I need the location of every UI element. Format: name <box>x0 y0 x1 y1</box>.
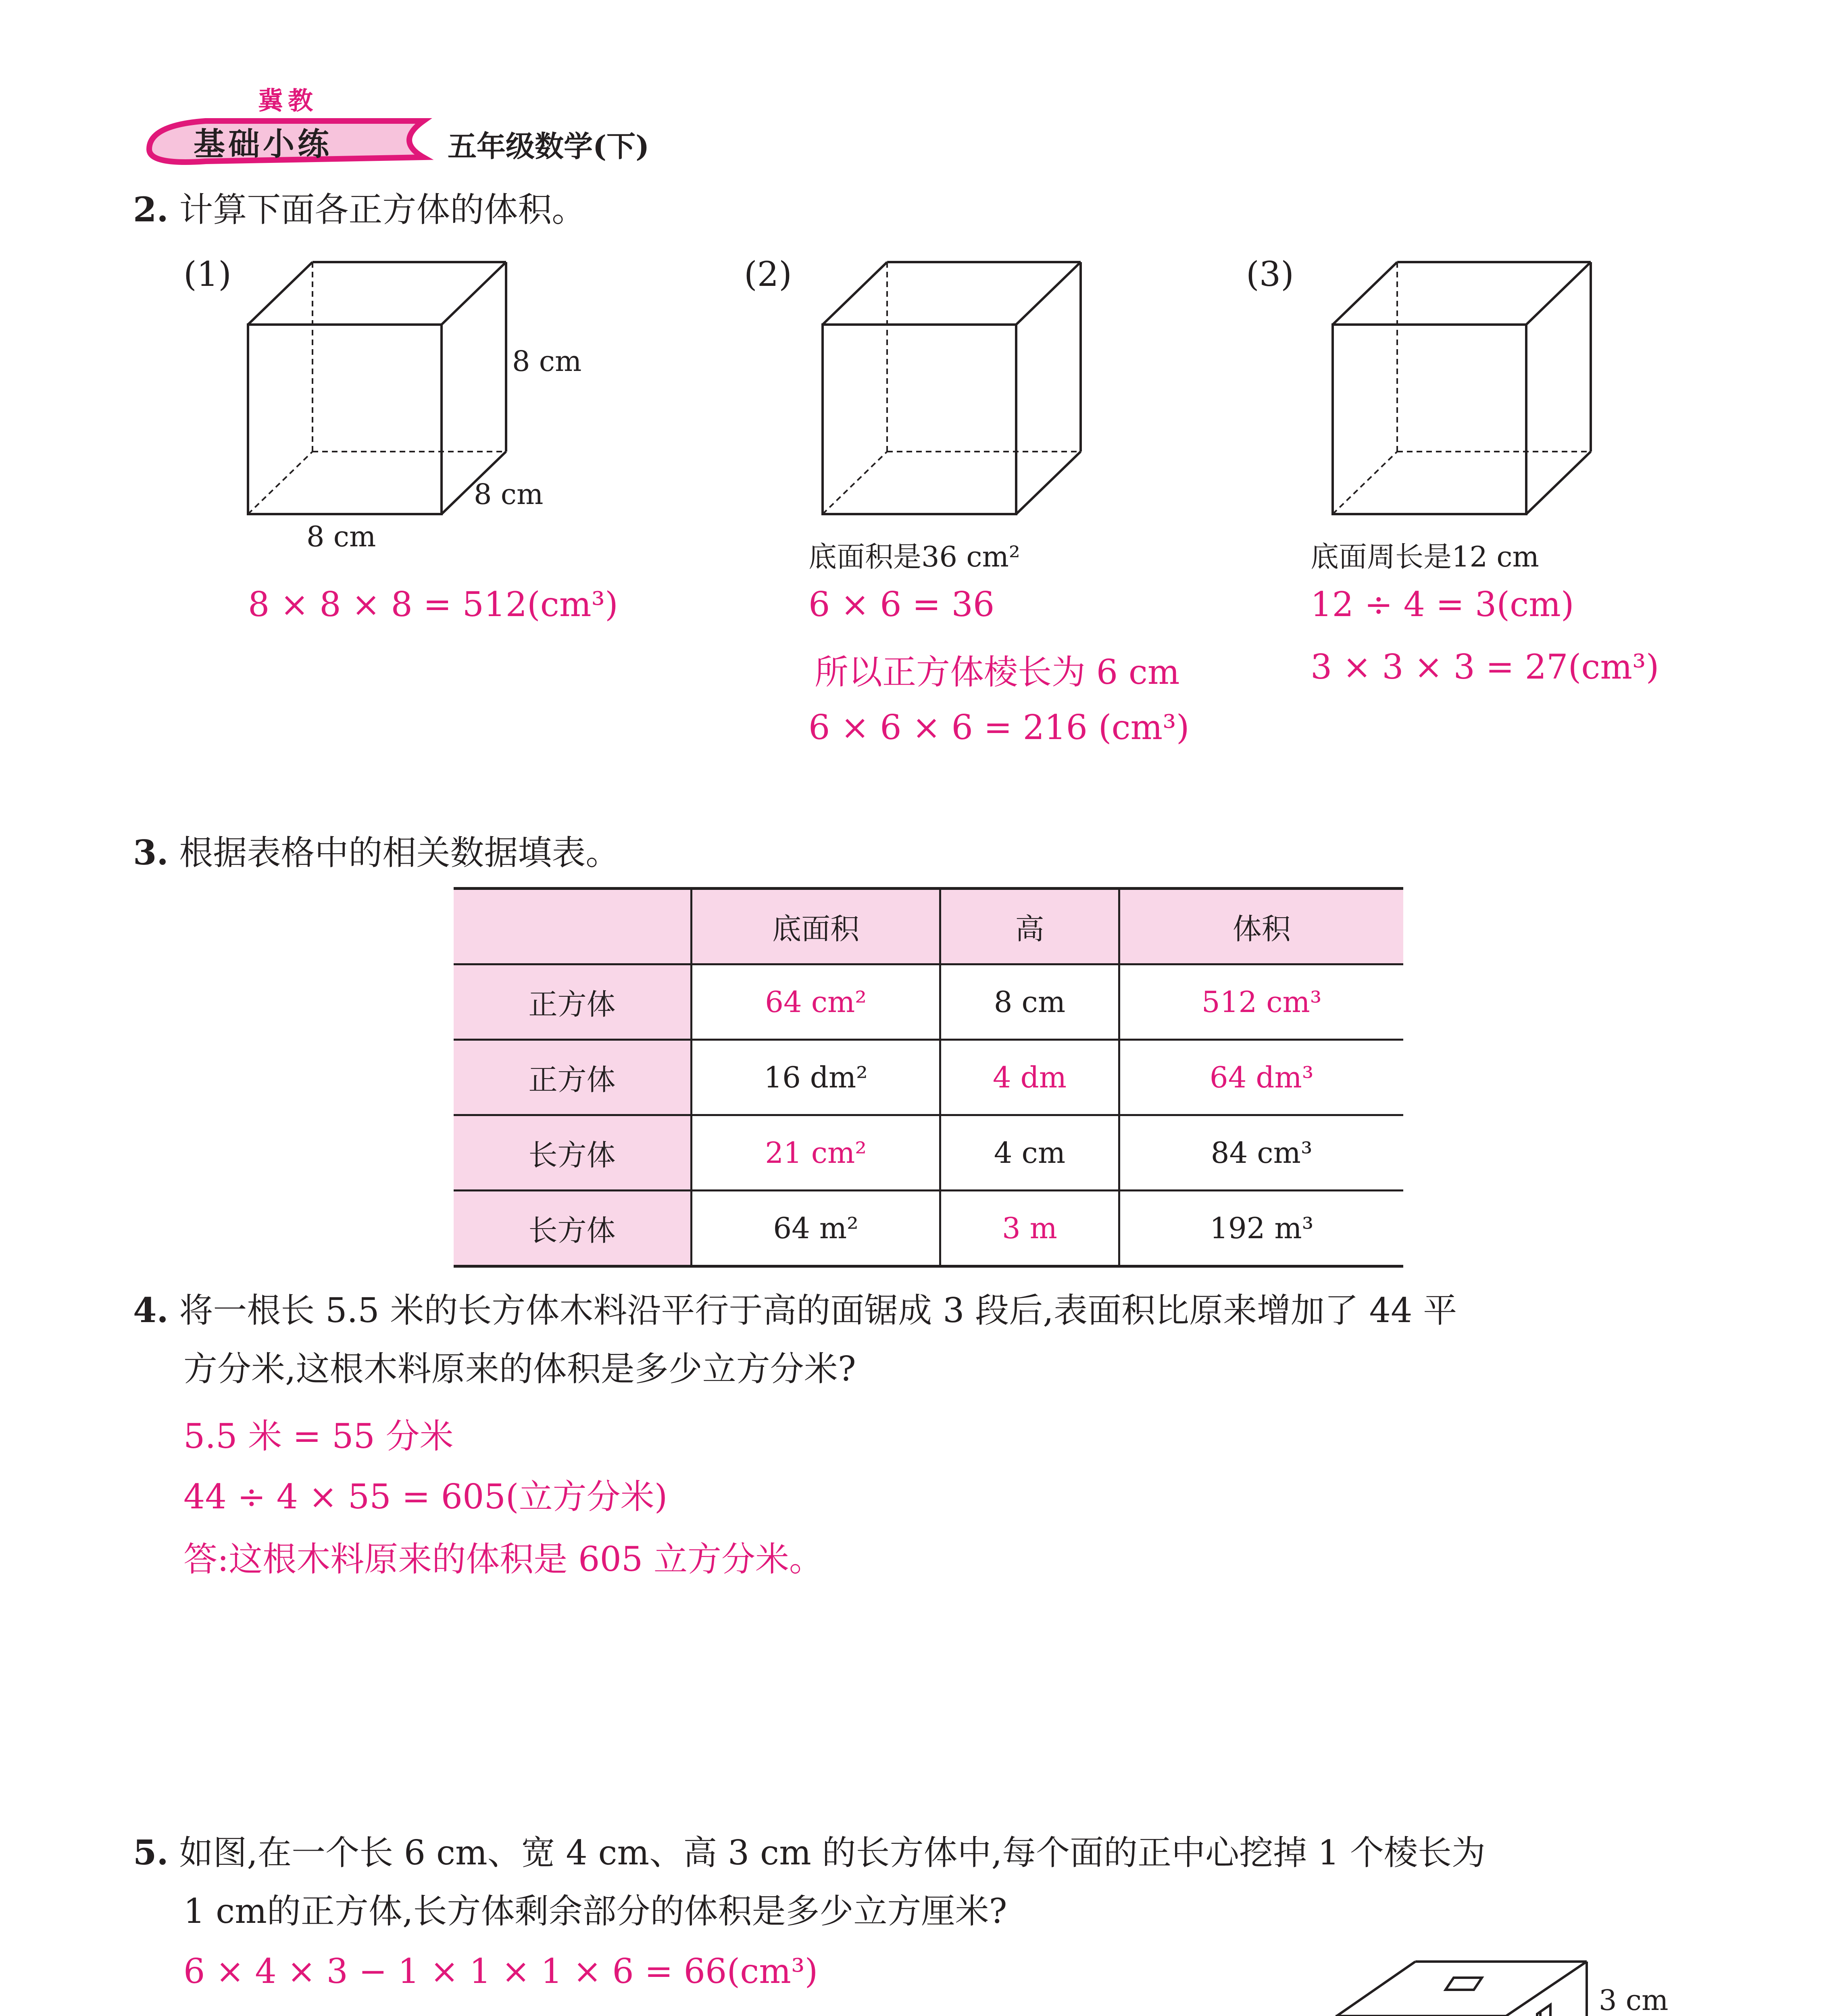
table-cell-answer: 64 dm³ <box>1119 1040 1403 1115</box>
answer-line: 6 × 4 × 3 − 1 × 1 × 1 × 6 = 66(cm³) <box>183 1951 818 1991</box>
answer-line: 12 ÷ 4 = 3(cm) <box>1311 585 1574 624</box>
dimension-label-width: 8 cm <box>306 520 376 553</box>
table-header-cell: 体积 <box>1119 889 1403 964</box>
table-cell: 16 dm² <box>692 1040 940 1115</box>
part-label: (2) <box>744 254 792 294</box>
table-header-cell <box>454 889 692 964</box>
table-cell: 长方体 <box>454 1191 692 1266</box>
table-row <box>454 1040 1403 1115</box>
header-publisher: 冀教 <box>258 86 318 115</box>
answer-line: 6 × 6 = 36 <box>808 585 995 624</box>
table-header-cell: 底面积 <box>692 889 940 964</box>
table-cell-answer: 3 m <box>940 1191 1119 1266</box>
table-cell: 8 cm <box>940 964 1119 1040</box>
table-row <box>454 1115 1403 1191</box>
dimension-label-height: 3 cm <box>1599 1984 1669 2016</box>
table-header-row <box>454 889 1403 964</box>
question-number: 4. <box>133 1290 169 1330</box>
cuboid-figure <box>1331 1956 1613 2016</box>
header-series-title: 基础小练 <box>194 126 333 162</box>
answer-line: 3 × 3 × 3 = 27(cm³) <box>1311 647 1659 687</box>
table-row <box>454 964 1403 1040</box>
cube-figure-3 <box>1327 258 1601 520</box>
answer-line: 所以正方体棱长为 6 cm <box>815 652 1180 692</box>
table-cell: 192 m³ <box>1119 1191 1403 1266</box>
answer-line <box>183 2012 765 2016</box>
answer-line: 6 × 6 × 6 = 216 (cm³) <box>808 708 1190 747</box>
table-cell-answer: 512 cm³ <box>1119 964 1403 1040</box>
cube-figure-2 <box>817 258 1091 520</box>
question-number: 3. <box>133 833 169 873</box>
data-table <box>454 887 1403 1268</box>
table-cell-answer: 4 dm <box>940 1040 1119 1115</box>
answer-line: 答:这根木料原来的体积是 605 立方分米。 <box>183 1539 823 1579</box>
answer-line: 44 ÷ 4 × 55 = 605(立方分米) <box>183 1477 668 1516</box>
question-prompt: 根据表格中的相关数据填表。 <box>179 833 620 873</box>
table-cell: 64 m² <box>692 1191 940 1266</box>
header-grade-label: 五年级数学(下) <box>448 129 650 163</box>
question-prompt-line-2: 方分米,这根木料原来的体积是多少立方分米? <box>183 1349 856 1389</box>
answer-line: 8 × 8 × 8 = 512(cm³) <box>248 585 618 624</box>
question-prompt-line-1: 将一根长 5.5 米的长方体木料沿平行于高的面锯成 3 段后,表面积比原来增加了 44 平 <box>179 1291 1457 1330</box>
dimension-label-height: 8 cm <box>512 345 582 378</box>
table-cell: 正方体 <box>454 964 692 1040</box>
table-cell: 正方体 <box>454 1040 692 1115</box>
part-label: (1) <box>183 254 231 294</box>
table-cell-answer: 21 cm² <box>692 1115 940 1191</box>
dimension-label-depth: 8 cm <box>474 478 544 511</box>
table-cell-answer: 64 cm² <box>692 964 940 1040</box>
part-label: (3) <box>1246 254 1294 294</box>
question-number: 5. <box>133 1833 169 1872</box>
table-cell: 长方体 <box>454 1115 692 1191</box>
given-base-area: 底面积是36 cm² <box>808 540 1020 573</box>
question-number: 2. <box>133 190 169 229</box>
question-prompt-line-1: 如图,在一个长 6 cm、宽 4 cm、高 3 cm 的长方体中,每个面的正中心挖掉 1 个棱长为 <box>179 1833 1486 1872</box>
given-base-perimeter: 底面周长是12 cm <box>1311 540 1539 573</box>
table-cell: 4 cm <box>940 1115 1119 1191</box>
table-header-cell: 高 <box>940 889 1119 964</box>
question-prompt: 计算下面各正方体的体积。 <box>179 190 586 229</box>
table-row <box>454 1191 1403 1266</box>
table-cell: 84 cm³ <box>1119 1115 1403 1191</box>
answer-line: 5.5 米 = 55 分米 <box>183 1416 454 1456</box>
question-prompt-line-2: 1 cm的正方体,长方体剩余部分的体积是多少立方厘米? <box>183 1891 1007 1931</box>
